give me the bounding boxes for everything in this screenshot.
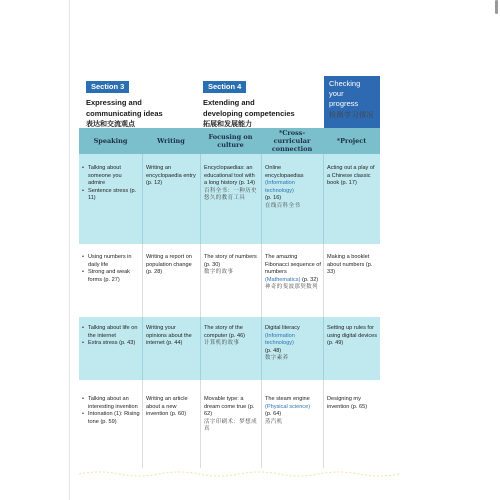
section-3-title-zh: 表达和交流观点	[86, 119, 135, 128]
row1-speaking	[82, 165, 140, 203]
section-3-title-line2: communicating ideas	[86, 109, 163, 118]
row1-culture: Encyclopaedias: an educational tool with a long history (p. 14) 百科全书：一种历史悠久的教育工具	[204, 165, 258, 202]
column-header-project: *Project	[323, 128, 380, 154]
row3-cross-subject: (Information technology)	[265, 332, 295, 347]
divider	[261, 317, 262, 380]
section-4-title-line1: Extending and	[203, 98, 255, 107]
row2-cross-zh: 神奇的斐波那契数列	[265, 284, 319, 291]
row1-cross-subject: (Information technology)	[265, 180, 295, 194]
divider	[261, 244, 262, 317]
divider	[323, 154, 324, 244]
list-item: • Sentence stress (p. 11)	[82, 188, 140, 203]
row3-project: Setting up rules for using digital devices (p. 49)	[327, 325, 378, 347]
row4-culture: Movable type: a dream come true (p. 62) 活字印刷术：梦想成真	[204, 396, 258, 433]
list-item: • Using numbers in daily life	[82, 254, 140, 269]
row1-writing: Writing an encyclopaedia entry (p. 12)	[146, 165, 196, 187]
divider	[261, 380, 262, 468]
divider	[200, 380, 201, 468]
column-header-culture: Focusing on culture	[200, 128, 261, 154]
row2-culture-zh: 数字的故事	[204, 269, 234, 276]
list-item: • Intonation (1): Rising tone (p. 59)	[82, 411, 140, 426]
section-4-label: Section 4	[203, 81, 246, 93]
row4-cross-subject: (Physical science)	[265, 403, 311, 410]
row1-cross-zh: 在线百科全书	[265, 202, 301, 209]
divider	[323, 317, 324, 380]
list-item: • Talking about an interesting invention	[82, 396, 140, 411]
list-item: • Talking about life on the internet	[82, 325, 140, 340]
divider	[323, 380, 324, 468]
row2-speaking	[82, 254, 140, 284]
divider	[200, 317, 201, 380]
row4-culture-zh: 活字印刷术：梦想成真	[204, 418, 258, 433]
row1-project: Acting out a play of a Chinese classic book (p. 17)	[327, 165, 375, 187]
checking-progress-box	[324, 76, 380, 128]
list-item: • Extra stress (p. 43)	[82, 340, 140, 348]
decorative-wave-line	[79, 470, 399, 478]
row2-writing: Writing a report on population change (p. 28)	[146, 254, 192, 276]
list-item: • Talking about someone you admire	[82, 165, 140, 188]
section-3-label: Section 3	[86, 81, 129, 93]
divider	[142, 380, 143, 468]
list-item: • Strong and weak forms (p. 27)	[82, 269, 140, 284]
divider	[200, 244, 201, 317]
row2-cross: The amazing Fibonacci sequence of numbers (Mathematics) (p. 32) 神奇的斐波那契数列	[265, 254, 321, 291]
row2-cross-subject: (Mathematics)	[265, 276, 301, 283]
section-4-header	[203, 76, 321, 129]
row1-cross: Online encyclopaedias (Information technology) (p. 16) 在线百科全书	[265, 165, 321, 211]
section-3-title-line1: Expressing and	[86, 98, 142, 107]
checking-line3: progress	[329, 99, 359, 108]
row4-cross-zh: 蒸汽机	[265, 418, 283, 425]
divider	[142, 154, 143, 244]
scrollbar-thumb[interactable]	[495, 0, 498, 14]
row1-culture-zh: 百科全书：一种历史悠久的教育工具	[204, 187, 258, 202]
section-4-title-zh: 拓展和发展能力	[203, 119, 252, 128]
row3-cross: Digital literacy (Information technology) (p. 48) 数字素养	[265, 325, 321, 363]
checking-line1: Checking	[329, 79, 361, 88]
checking-line2: your	[329, 89, 344, 98]
row4-writing: Writing an article about a new invention (p. 60)	[146, 396, 188, 418]
column-header-writing: Writing	[142, 128, 200, 154]
row3-writing: Writing your opinions about the internet (p. 44)	[146, 325, 192, 347]
divider	[142, 317, 143, 380]
column-header-speaking: Speaking	[79, 128, 142, 154]
divider	[261, 154, 262, 244]
divider	[200, 154, 201, 244]
checking-zh: 检测学习情况	[329, 111, 374, 119]
column-header-cross: *Cross-curricular connection	[261, 128, 323, 154]
page-edge	[69, 0, 70, 500]
section-4-title-line2: developing competencies	[203, 109, 295, 118]
divider	[323, 244, 324, 317]
row4-speaking	[82, 396, 140, 426]
row2-project: Making a booklet about numbers (p. 33)	[327, 254, 373, 276]
row4-cross: The steam engine (Physical science) (p. 64) 蒸汽机	[265, 396, 321, 426]
row3-culture: The story of the computer (p. 46) 计算机的故事	[204, 325, 259, 348]
row4-project: Designing my invention (p. 65)	[327, 396, 368, 410]
section-3-header	[86, 76, 198, 129]
divider	[142, 244, 143, 317]
row3-culture-zh: 计算机的故事	[204, 340, 240, 347]
row2-culture: The story of numbers (p. 30) 数字的故事	[204, 254, 259, 277]
row3-speaking	[82, 325, 140, 348]
row3-cross-zh: 数字素养	[265, 355, 289, 362]
